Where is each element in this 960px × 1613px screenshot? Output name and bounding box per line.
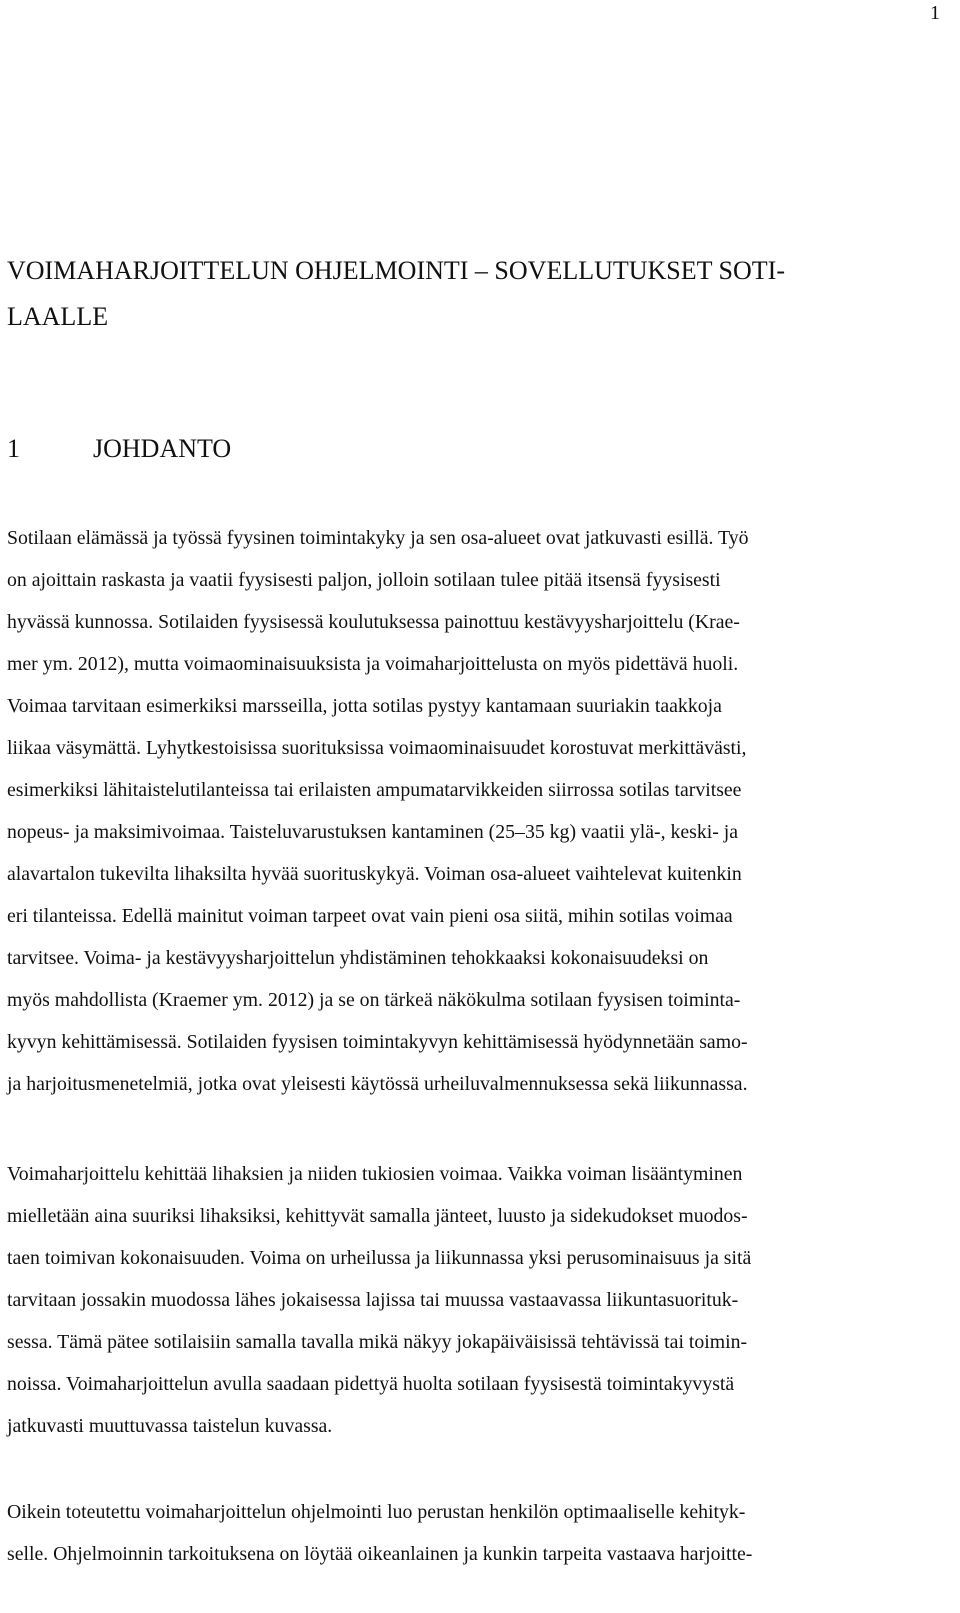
paragraph-line: noissa. Voimaharjoittelun avulla saadaan pidettyä huolta sotilaan fyysisestä toimintakyvystä — [7, 1373, 735, 1395]
paragraph-line: alavartalon tukevilta lihaksilta hyvää suorituskykyä. Voiman osa-alueet vaihtelevat kuitenkin — [7, 863, 742, 885]
paragraph-line: tarvitaan jossakin muodossa lähes jokaisessa lajissa tai muussa vastaavassa liikuntasuorituk- — [7, 1289, 739, 1311]
page-number: 1 — [930, 2, 940, 24]
section-title: JOHDANTO — [93, 434, 232, 463]
paragraph-line: mer ym. 2012), mutta voimaominaisuuksista ja voimaharjoittelusta on myös pidettävä huoli. — [7, 653, 739, 675]
paragraph-line: jatkuvasti muuttuvassa taistelun kuvassa. — [7, 1415, 333, 1437]
paragraph-line: selle. Ohjelmoinnin tarkoituksena on löytää oikeanlainen ja kunkin tarpeita vastaava harjoitte- — [7, 1543, 753, 1565]
paragraph-line: Sotilaan elämässä ja työssä fyysinen toimintakyky ja sen osa-alueet ovat jatkuvasti esillä. Työ — [7, 527, 749, 549]
paragraph — [7, 1153, 751, 1447]
paragraph-line: kyvyn kehittämisessä. Sotilaiden fyysisen toimintakyvyn kehittämisessä hyödynnetään samo- — [7, 1031, 748, 1053]
paragraph-line: ja harjoitusmenetelmiä, jotka ovat yleisesti käytössä urheiluvalmennuksessa sekä liikunnassa. — [7, 1073, 748, 1095]
paragraph-line: esimerkiksi lähitaistelutilanteissa tai erilaisten ampumatarvikkeiden siirrossa sotilas tarvitsee — [7, 779, 742, 801]
paragraph — [7, 1491, 752, 1575]
paragraph-line: myös mahdollista (Kraemer ym. 2012) ja se on tärkeä näkökulma sotilaan fyysisen toiminta- — [7, 989, 741, 1011]
paragraph-line: sessa. Tämä pätee sotilaisiin samalla tavalla mikä näkyy jokapäiväisissä tehtävissä tai toimin- — [7, 1331, 748, 1353]
section-number: 1 — [7, 434, 20, 463]
paragraph-line: tarvitsee. Voima- ja kestävyysharjoittelun yhdistäminen tehokkaaksi kokonaisuudeksi on — [7, 947, 709, 969]
document-title-line: VOIMAHARJOITTELUN OHJELMOINTI – SOVELLUTUKSET SOTI- — [7, 256, 785, 285]
paragraph-line: on ajoittain raskasta ja vaatii fyysisesti paljon, jolloin sotilaan tulee pitää itsensä fyysisesti — [7, 569, 721, 591]
paragraph-line: eri tilanteissa. Edellä mainitut voiman tarpeet ovat vain pieni osa siitä, mihin sotilas voimaa — [7, 905, 733, 927]
paragraph-line: Oikein toteutettu voimaharjoittelun ohjelmointi luo perustan henkilön optimaaliselle kehityk- — [7, 1501, 746, 1523]
paragraph-line: Voimaharjoittelu kehittää lihaksien ja niiden tukiosien voimaa. Vaikka voiman lisääntyminen — [7, 1163, 743, 1185]
paragraph-line: hyvässä kunnossa. Sotilaiden fyysisessä koulutuksessa painottuu kestävyysharjoittelu (Krae- — [7, 611, 740, 633]
paragraph-line: mielletään aina suuriksi lihaksiksi, kehittyvät samalla jänteet, luusto ja sidekudokset muodos- — [7, 1205, 748, 1227]
document-title-line: LAALLE — [7, 302, 109, 331]
paragraph — [7, 517, 749, 1105]
paragraph-line: Voimaa tarvitaan esimerkiksi marsseilla, jotta sotilas pystyy kantamaan suuriakin taakkoja — [7, 695, 722, 717]
paragraph-line: taen toimivan kokonaisuuden. Voima on urheilussa ja liikunnassa yksi perusominaisuus ja sitä — [7, 1247, 752, 1269]
paragraph-line: nopeus- ja maksimivoimaa. Taisteluvarustuksen kantaminen (25–35 kg) vaatii ylä-, keski- ja — [7, 821, 739, 843]
document-title — [7, 248, 947, 340]
paragraph-line: liikaa väsymättä. Lyhytkestoisissa suorituksissa voimaominaisuudet korostuvat merkittävästi, — [7, 737, 747, 759]
section-heading — [7, 432, 231, 466]
